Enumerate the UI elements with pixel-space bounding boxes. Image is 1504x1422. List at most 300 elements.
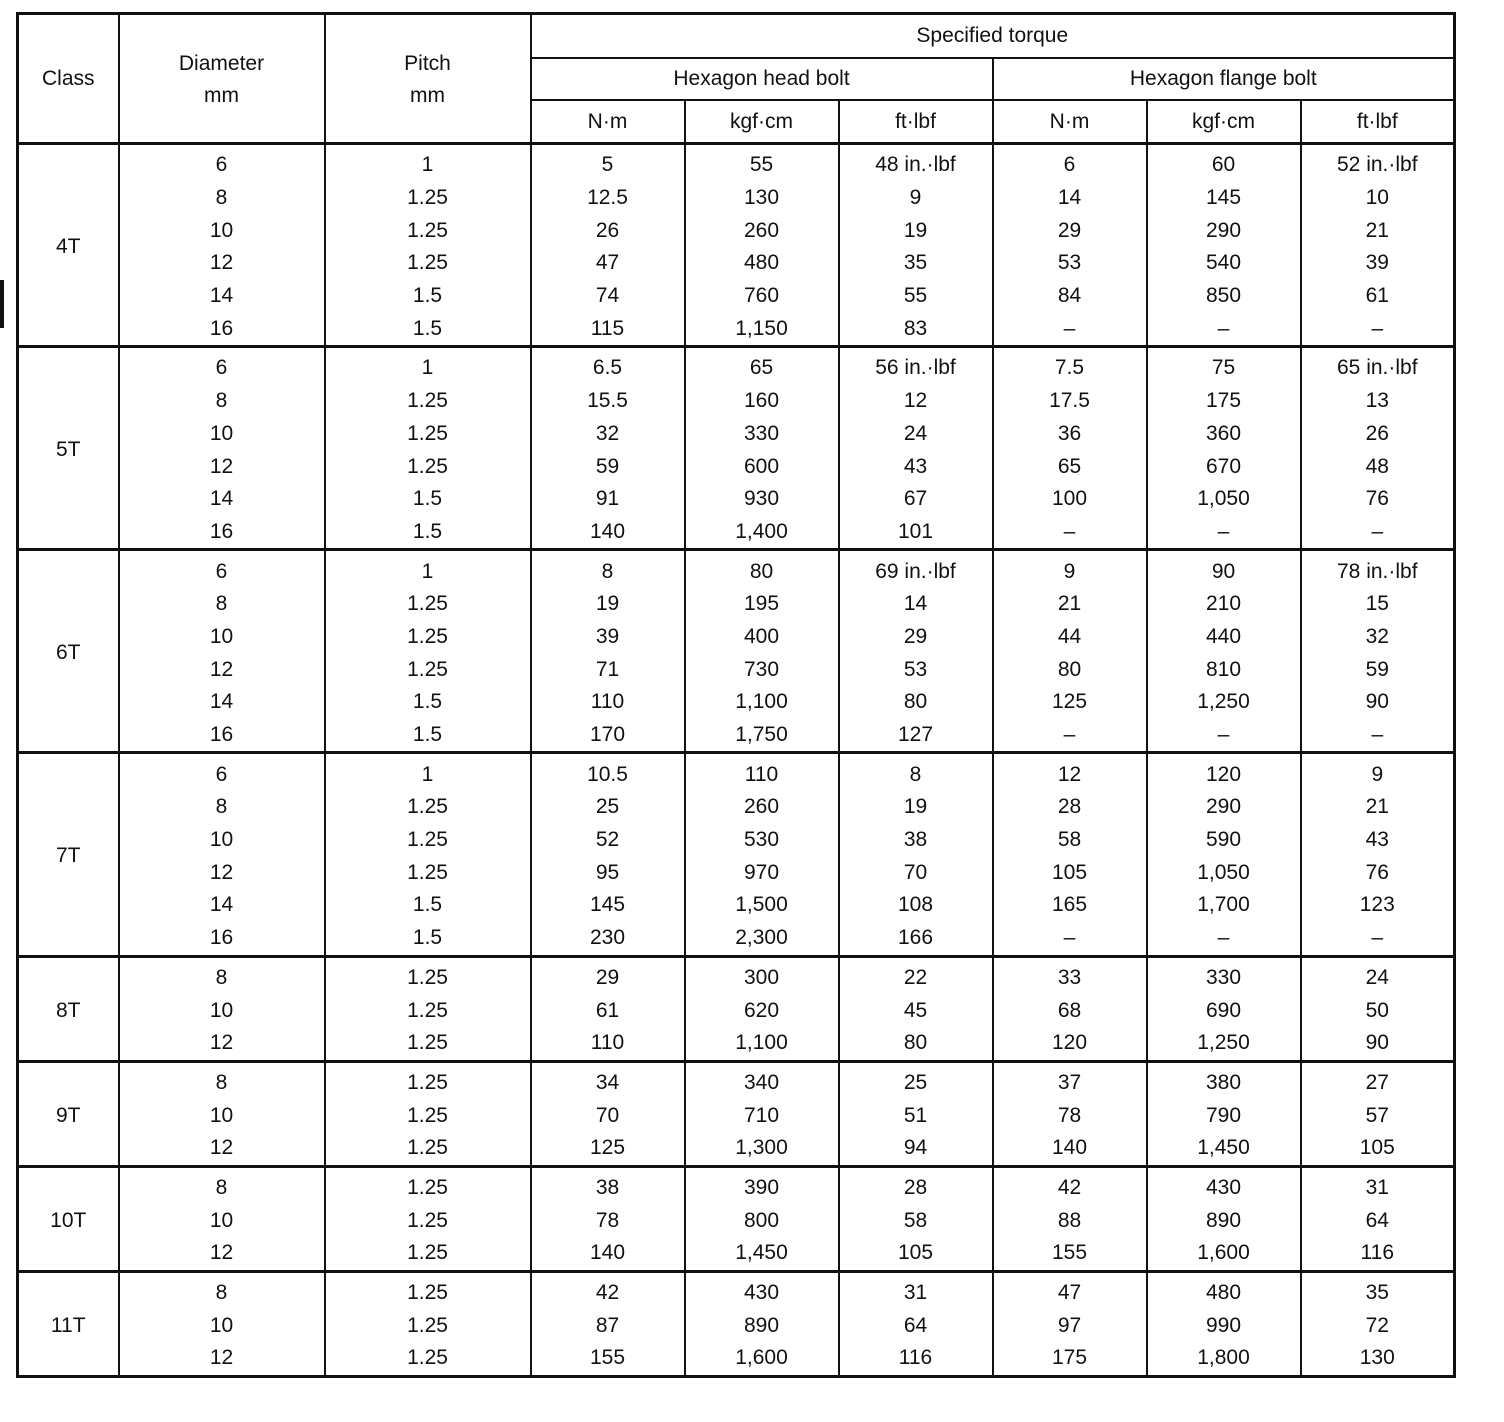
diameter-cell: 14 [119, 686, 325, 719]
pitch-cell: 1.5 [325, 280, 531, 313]
head-ftlbf-cell: 105 [839, 1237, 993, 1271]
head-kgfcm-cell: 530 [685, 824, 839, 857]
head-nm-cell: 25 [531, 791, 685, 824]
diameter-cell: 6 [119, 144, 325, 182]
head-kgfcm-cell: 1,750 [685, 719, 839, 753]
head-nm-cell: 59 [531, 450, 685, 483]
pitch-cell: 1.5 [325, 312, 531, 346]
table-row [18, 550, 1455, 588]
head-nm-cell: 32 [531, 418, 685, 451]
flange-kgfcm-cell: 850 [1147, 280, 1301, 313]
table-row [18, 824, 1455, 857]
head-kgfcm-cell: 260 [685, 214, 839, 247]
flange-kgfcm-cell: 810 [1147, 653, 1301, 686]
flange-kgfcm-cell: 1,050 [1147, 483, 1301, 516]
class-cell: 10T [18, 1166, 119, 1271]
head-ftlbf-cell: 8 [839, 753, 993, 791]
flange-nm-cell: 42 [993, 1166, 1147, 1204]
flange-ftlbf-cell: – [1301, 719, 1455, 753]
head-kgfcm-cell: 300 [685, 956, 839, 994]
pitch-cell: 1.25 [325, 450, 531, 483]
head-ftlbf-cell: 28 [839, 1166, 993, 1204]
flange-ftlbf-cell: 90 [1301, 1027, 1455, 1061]
head-nm-cell: 15.5 [531, 385, 685, 418]
flange-kgfcm-cell: – [1147, 516, 1301, 550]
pitch-cell: 1.25 [325, 791, 531, 824]
head-nm-cell: 91 [531, 483, 685, 516]
head-nm-cell: 95 [531, 856, 685, 889]
flange-ftlbf-cell: 35 [1301, 1271, 1455, 1309]
table-row [18, 1342, 1455, 1376]
flange-ftlbf-cell: 21 [1301, 791, 1455, 824]
flange-nm-cell: 53 [993, 247, 1147, 280]
head-nm-cell: 145 [531, 889, 685, 922]
unit-header-flange-ftlbf: ft·lbf [1301, 100, 1455, 144]
diameter-header-label: Diameter [178, 51, 265, 75]
unit-header-head-nm: N·m [531, 100, 685, 144]
diameter-cell: 12 [119, 1027, 325, 1061]
head-kgfcm-cell: 400 [685, 621, 839, 654]
pitch-cell: 1.25 [325, 418, 531, 451]
diameter-cell: 8 [119, 385, 325, 418]
flange-kgfcm-cell: 120 [1147, 753, 1301, 791]
flange-nm-cell: 140 [993, 1132, 1147, 1166]
diameter-cell: 12 [119, 1132, 325, 1166]
head-nm-cell: 34 [531, 1061, 685, 1099]
table-row [18, 418, 1455, 451]
pitch-header-label: Pitch [404, 51, 451, 75]
head-kgfcm-cell: 340 [685, 1061, 839, 1099]
flange-kgfcm-cell: 380 [1147, 1061, 1301, 1099]
table-row [18, 483, 1455, 516]
diameter-cell: 10 [119, 1204, 325, 1237]
head-kgfcm-cell: 330 [685, 418, 839, 451]
flange-kgfcm-cell: 175 [1147, 385, 1301, 418]
table-row [18, 686, 1455, 719]
table-row [18, 516, 1455, 550]
table-row [18, 182, 1455, 215]
flange-kgfcm-cell: 990 [1147, 1309, 1301, 1342]
diameter-cell: 8 [119, 182, 325, 215]
head-kgfcm-cell: 55 [685, 144, 839, 182]
diameter-cell: 8 [119, 1061, 325, 1099]
pitch-cell: 1.25 [325, 1204, 531, 1237]
flange-kgfcm-cell: 210 [1147, 588, 1301, 621]
head-ftlbf-cell: 43 [839, 450, 993, 483]
head-ftlbf-cell: 51 [839, 1099, 993, 1132]
pitch-cell: 1.25 [325, 824, 531, 857]
diameter-cell: 12 [119, 653, 325, 686]
table-row [18, 1132, 1455, 1166]
table-row [18, 588, 1455, 621]
flange-kgfcm-cell: 540 [1147, 247, 1301, 280]
head-ftlbf-cell: 25 [839, 1061, 993, 1099]
flange-ftlbf-cell: 76 [1301, 483, 1455, 516]
head-nm-cell: 26 [531, 214, 685, 247]
flange-ftlbf-cell: – [1301, 312, 1455, 346]
head-ftlbf-cell: 80 [839, 686, 993, 719]
head-ftlbf-cell: 19 [839, 214, 993, 247]
head-ftlbf-cell: 29 [839, 621, 993, 654]
class-group [18, 1271, 1455, 1376]
unit-header-flange-nm: N·m [993, 100, 1147, 144]
pitch-column-header [325, 14, 531, 144]
diameter-unit-label: mm [204, 83, 239, 107]
table-row [18, 347, 1455, 385]
head-nm-cell: 70 [531, 1099, 685, 1132]
head-ftlbf-cell: 101 [839, 516, 993, 550]
class-cell: 7T [18, 753, 119, 956]
flange-kgfcm-cell: 75 [1147, 347, 1301, 385]
flange-nm-cell: 12 [993, 753, 1147, 791]
diameter-cell: 16 [119, 719, 325, 753]
head-kgfcm-cell: 430 [685, 1271, 839, 1309]
diameter-cell: 12 [119, 450, 325, 483]
table-row [18, 889, 1455, 922]
table-row [18, 956, 1455, 994]
diameter-cell: 8 [119, 1166, 325, 1204]
table-row [18, 753, 1455, 791]
table-row [18, 1166, 1455, 1204]
head-nm-cell: 52 [531, 824, 685, 857]
class-group [18, 1061, 1455, 1166]
flange-kgfcm-cell: 1,250 [1147, 686, 1301, 719]
table-row [18, 1027, 1455, 1061]
table-row [18, 247, 1455, 280]
flange-ftlbf-cell: 52 in.·lbf [1301, 144, 1455, 182]
head-ftlbf-cell: 45 [839, 994, 993, 1027]
pitch-cell: 1.25 [325, 214, 531, 247]
head-nm-cell: 39 [531, 621, 685, 654]
head-kgfcm-cell: 930 [685, 483, 839, 516]
pitch-cell: 1.25 [325, 1132, 531, 1166]
diameter-cell: 10 [119, 1309, 325, 1342]
head-kgfcm-cell: 110 [685, 753, 839, 791]
pitch-unit-label: mm [410, 83, 445, 107]
unit-header-head-kgfcm: kgf·cm [685, 100, 839, 144]
diameter-cell: 12 [119, 247, 325, 280]
head-ftlbf-cell: 9 [839, 182, 993, 215]
pitch-cell: 1.25 [325, 653, 531, 686]
head-ftlbf-cell: 58 [839, 1204, 993, 1237]
class-group [18, 550, 1455, 753]
pitch-cell: 1.25 [325, 1342, 531, 1376]
head-kgfcm-cell: 160 [685, 385, 839, 418]
head-kgfcm-cell: 800 [685, 1204, 839, 1237]
table-row [18, 1099, 1455, 1132]
flange-kgfcm-cell: – [1147, 719, 1301, 753]
head-ftlbf-cell: 166 [839, 922, 993, 956]
pitch-cell: 1.5 [325, 719, 531, 753]
margin-marker [0, 280, 4, 328]
pitch-cell: 1.5 [325, 483, 531, 516]
flange-kgfcm-cell: – [1147, 922, 1301, 956]
diameter-cell: 12 [119, 1237, 325, 1271]
head-ftlbf-cell: 53 [839, 653, 993, 686]
head-ftlbf-cell: 14 [839, 588, 993, 621]
head-kgfcm-cell: 390 [685, 1166, 839, 1204]
head-nm-cell: 78 [531, 1204, 685, 1237]
pitch-cell: 1.25 [325, 1309, 531, 1342]
head-nm-cell: 29 [531, 956, 685, 994]
pitch-cell: 1.5 [325, 686, 531, 719]
head-ftlbf-cell: 69 in.·lbf [839, 550, 993, 588]
flange-kgfcm-cell: 60 [1147, 144, 1301, 182]
head-nm-cell: 6.5 [531, 347, 685, 385]
table-row [18, 994, 1455, 1027]
table-row [18, 922, 1455, 956]
head-nm-cell: 10.5 [531, 753, 685, 791]
head-nm-cell: 8 [531, 550, 685, 588]
unit-header-head-ftlbf: ft·lbf [839, 100, 993, 144]
pitch-cell: 1.25 [325, 247, 531, 280]
pitch-cell: 1 [325, 347, 531, 385]
unit-header-flange-kgfcm: kgf·cm [1147, 100, 1301, 144]
flange-kgfcm-cell: 145 [1147, 182, 1301, 215]
flange-ftlbf-cell: 76 [1301, 856, 1455, 889]
pitch-cell: 1.25 [325, 1061, 531, 1099]
class-group [18, 753, 1455, 956]
head-ftlbf-cell: 64 [839, 1309, 993, 1342]
head-ftlbf-cell: 94 [839, 1132, 993, 1166]
head-nm-cell: 12.5 [531, 182, 685, 215]
head-ftlbf-cell: 56 in.·lbf [839, 347, 993, 385]
flange-nm-cell: – [993, 312, 1147, 346]
flange-ftlbf-cell: – [1301, 516, 1455, 550]
head-kgfcm-cell: 2,300 [685, 922, 839, 956]
diameter-column-header [119, 14, 325, 144]
head-kgfcm-cell: 620 [685, 994, 839, 1027]
head-ftlbf-cell: 12 [839, 385, 993, 418]
table-row [18, 653, 1455, 686]
pitch-cell: 1 [325, 550, 531, 588]
table-row [18, 621, 1455, 654]
flange-nm-cell: – [993, 516, 1147, 550]
flange-ftlbf-cell: 24 [1301, 956, 1455, 994]
head-ftlbf-cell: 80 [839, 1027, 993, 1061]
flange-kgfcm-cell: 1,700 [1147, 889, 1301, 922]
head-ftlbf-cell: 35 [839, 247, 993, 280]
flange-ftlbf-cell: 105 [1301, 1132, 1455, 1166]
flange-nm-cell: 80 [993, 653, 1147, 686]
flange-ftlbf-cell: 64 [1301, 1204, 1455, 1237]
flange-nm-cell: 105 [993, 856, 1147, 889]
flange-nm-cell: 17.5 [993, 385, 1147, 418]
head-nm-cell: 110 [531, 1027, 685, 1061]
table-row [18, 719, 1455, 753]
head-ftlbf-cell: 67 [839, 483, 993, 516]
head-kgfcm-cell: 600 [685, 450, 839, 483]
head-ftlbf-cell: 24 [839, 418, 993, 451]
pitch-cell: 1.5 [325, 922, 531, 956]
head-kgfcm-cell: 970 [685, 856, 839, 889]
flange-ftlbf-cell: 78 in.·lbf [1301, 550, 1455, 588]
pitch-cell: 1.25 [325, 385, 531, 418]
flange-kgfcm-cell: 790 [1147, 1099, 1301, 1132]
flange-ftlbf-cell: 59 [1301, 653, 1455, 686]
class-header-label: Class [41, 66, 95, 90]
pitch-cell: 1.25 [325, 182, 531, 215]
head-kgfcm-cell: 1,400 [685, 516, 839, 550]
specified-torque-header: Specified torque [531, 14, 1455, 59]
hexagon-head-bolt-header: Hexagon head bolt [531, 58, 993, 100]
flange-nm-cell: 155 [993, 1237, 1147, 1271]
head-kgfcm-cell: 480 [685, 247, 839, 280]
class-group [18, 956, 1455, 1061]
flange-nm-cell: 9 [993, 550, 1147, 588]
flange-ftlbf-cell: 90 [1301, 686, 1455, 719]
head-kgfcm-cell: 130 [685, 182, 839, 215]
head-kgfcm-cell: 760 [685, 280, 839, 313]
head-kgfcm-cell: 1,300 [685, 1132, 839, 1166]
table-row [18, 791, 1455, 824]
flange-ftlbf-cell: 61 [1301, 280, 1455, 313]
flange-nm-cell: 68 [993, 994, 1147, 1027]
flange-kgfcm-cell: 1,250 [1147, 1027, 1301, 1061]
flange-ftlbf-cell: 39 [1301, 247, 1455, 280]
head-ftlbf-cell: 38 [839, 824, 993, 857]
table-row [18, 450, 1455, 483]
flange-nm-cell: 100 [993, 483, 1147, 516]
head-kgfcm-cell: 1,450 [685, 1237, 839, 1271]
flange-nm-cell: 47 [993, 1271, 1147, 1309]
flange-kgfcm-cell: 330 [1147, 956, 1301, 994]
diameter-cell: 14 [119, 483, 325, 516]
flange-nm-cell: 65 [993, 450, 1147, 483]
head-nm-cell: 115 [531, 312, 685, 346]
head-nm-cell: 140 [531, 516, 685, 550]
flange-nm-cell: 58 [993, 824, 1147, 857]
flange-nm-cell: 175 [993, 1342, 1147, 1376]
class-group [18, 1166, 1455, 1271]
head-kgfcm-cell: 730 [685, 653, 839, 686]
flange-nm-cell: 120 [993, 1027, 1147, 1061]
table-row [18, 385, 1455, 418]
head-ftlbf-cell: 31 [839, 1271, 993, 1309]
diameter-cell: 6 [119, 550, 325, 588]
flange-nm-cell: 33 [993, 956, 1147, 994]
diameter-cell: 8 [119, 791, 325, 824]
table-row [18, 1204, 1455, 1237]
flange-nm-cell: 165 [993, 889, 1147, 922]
diameter-cell: 10 [119, 1099, 325, 1132]
diameter-cell: 10 [119, 418, 325, 451]
diameter-cell: 6 [119, 753, 325, 791]
flange-nm-cell: – [993, 719, 1147, 753]
flange-kgfcm-cell: 480 [1147, 1271, 1301, 1309]
flange-ftlbf-cell: 43 [1301, 824, 1455, 857]
flange-kgfcm-cell: 430 [1147, 1166, 1301, 1204]
class-group [18, 347, 1455, 550]
head-nm-cell: 61 [531, 994, 685, 1027]
flange-ftlbf-cell: 65 in.·lbf [1301, 347, 1455, 385]
head-nm-cell: 110 [531, 686, 685, 719]
hexagon-flange-bolt-header: Hexagon flange bolt [993, 58, 1455, 100]
head-ftlbf-cell: 116 [839, 1342, 993, 1376]
table-row [18, 1237, 1455, 1271]
flange-ftlbf-cell: 27 [1301, 1061, 1455, 1099]
diameter-cell: 14 [119, 280, 325, 313]
flange-kgfcm-cell: 1,800 [1147, 1342, 1301, 1376]
pitch-cell: 1.5 [325, 516, 531, 550]
torque-table-page [16, 12, 1456, 1408]
class-cell: 9T [18, 1061, 119, 1166]
flange-kgfcm-cell: 670 [1147, 450, 1301, 483]
diameter-cell: 16 [119, 922, 325, 956]
diameter-cell: 6 [119, 347, 325, 385]
flange-kgfcm-cell: 1,600 [1147, 1237, 1301, 1271]
flange-kgfcm-cell: 890 [1147, 1204, 1301, 1237]
diameter-cell: 16 [119, 312, 325, 346]
table-row [18, 214, 1455, 247]
flange-kgfcm-cell: 440 [1147, 621, 1301, 654]
table-row [18, 856, 1455, 889]
flange-nm-cell: 6 [993, 144, 1147, 182]
pitch-cell: 1.25 [325, 956, 531, 994]
head-nm-cell: 38 [531, 1166, 685, 1204]
table-row [18, 1061, 1455, 1099]
table-row [18, 1271, 1455, 1309]
head-kgfcm-cell: 80 [685, 550, 839, 588]
head-nm-cell: 42 [531, 1271, 685, 1309]
head-nm-cell: 5 [531, 144, 685, 182]
torque-spec-table [16, 12, 1456, 1378]
diameter-cell: 16 [119, 516, 325, 550]
flange-ftlbf-cell: 9 [1301, 753, 1455, 791]
head-nm-cell: 47 [531, 247, 685, 280]
head-kgfcm-cell: 890 [685, 1309, 839, 1342]
flange-ftlbf-cell: 13 [1301, 385, 1455, 418]
class-cell: 8T [18, 956, 119, 1061]
head-nm-cell: 71 [531, 653, 685, 686]
head-nm-cell: 74 [531, 280, 685, 313]
flange-kgfcm-cell: – [1147, 312, 1301, 346]
flange-nm-cell: 21 [993, 588, 1147, 621]
flange-ftlbf-cell: 116 [1301, 1237, 1455, 1271]
head-nm-cell: 125 [531, 1132, 685, 1166]
flange-kgfcm-cell: 290 [1147, 791, 1301, 824]
flange-kgfcm-cell: 1,050 [1147, 856, 1301, 889]
flange-ftlbf-cell: – [1301, 922, 1455, 956]
flange-kgfcm-cell: 1,450 [1147, 1132, 1301, 1166]
diameter-cell: 8 [119, 1271, 325, 1309]
flange-kgfcm-cell: 590 [1147, 824, 1301, 857]
pitch-cell: 1.5 [325, 889, 531, 922]
flange-ftlbf-cell: 15 [1301, 588, 1455, 621]
flange-ftlbf-cell: 50 [1301, 994, 1455, 1027]
table-row [18, 144, 1455, 182]
head-kgfcm-cell: 195 [685, 588, 839, 621]
flange-nm-cell: 36 [993, 418, 1147, 451]
pitch-cell: 1.25 [325, 621, 531, 654]
flange-ftlbf-cell: 57 [1301, 1099, 1455, 1132]
pitch-cell: 1.25 [325, 994, 531, 1027]
pitch-cell: 1.25 [325, 856, 531, 889]
diameter-cell: 8 [119, 956, 325, 994]
pitch-cell: 1.25 [325, 1166, 531, 1204]
class-cell: 4T [18, 144, 119, 347]
pitch-cell: 1.25 [325, 1271, 531, 1309]
diameter-cell: 14 [119, 889, 325, 922]
head-nm-cell: 19 [531, 588, 685, 621]
diameter-cell: 12 [119, 856, 325, 889]
table-row [18, 280, 1455, 313]
head-kgfcm-cell: 1,100 [685, 1027, 839, 1061]
head-nm-cell: 87 [531, 1309, 685, 1342]
head-ftlbf-cell: 55 [839, 280, 993, 313]
class-cell: 11T [18, 1271, 119, 1376]
head-nm-cell: 140 [531, 1237, 685, 1271]
